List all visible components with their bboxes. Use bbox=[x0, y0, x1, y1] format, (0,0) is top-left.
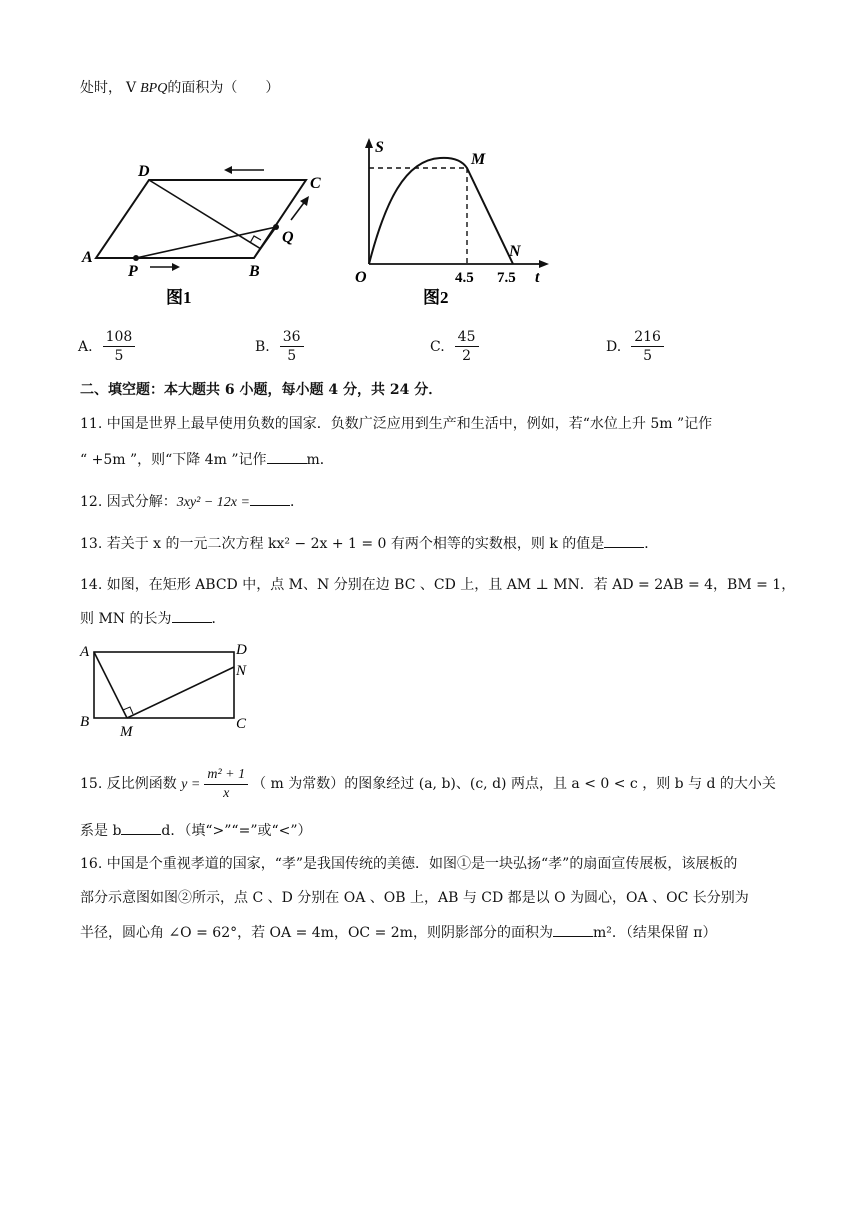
label-a: A bbox=[80, 644, 90, 660]
x-axis-arrow bbox=[539, 260, 549, 268]
option-c-den: 2 bbox=[462, 348, 472, 364]
triangle-symbol: V bbox=[126, 80, 137, 96]
y-axis-arrow bbox=[365, 138, 373, 148]
figure1-parallelogram bbox=[78, 150, 328, 310]
parallelogram-abcd bbox=[96, 180, 306, 258]
q15-num: m² + 1 bbox=[204, 766, 248, 785]
arrow-right-head bbox=[172, 263, 180, 271]
q14-line1: 14. 如图，在矩形 ABCD 中，点 M、N 分别在边 BC 、CD 上，且 AM ⊥ MN．若 AD = 2AB = 4，BM = 1， bbox=[80, 577, 796, 593]
option-a-fraction bbox=[103, 328, 136, 365]
point-p-dot bbox=[133, 255, 139, 261]
option-c-label: C. bbox=[430, 338, 445, 355]
q11-line1: 11. 中国是世界上最早使用负数的国家．负数广泛应用到生产和生活中，例如，若“水位上升 5m ”记作 bbox=[80, 416, 713, 432]
figure2-graph bbox=[345, 132, 560, 312]
q16-text-b: m²．（结果保留 π） bbox=[592, 925, 717, 941]
option-d-fraction bbox=[631, 328, 664, 365]
q15-y-eq: y = bbox=[181, 777, 201, 792]
q16-answer-blank[interactable] bbox=[553, 922, 593, 937]
origin-label: O bbox=[355, 269, 367, 286]
option-c[interactable] bbox=[430, 328, 483, 365]
segment-pq bbox=[136, 227, 276, 258]
q13-text-a: 13. 若关于 x 的一元二次方程 kx² − 2x + 1 = 0 有两个相等的实数根，则 k 的值是 bbox=[80, 536, 605, 552]
q15-text-b: （ m 为常数）的图象经过 (a, b)、(c, d) 两点，且 a < 0 < c ，则 b 与 d 的大小关 bbox=[252, 776, 776, 792]
option-b[interactable] bbox=[255, 328, 308, 365]
q15-text-c: 系是 b bbox=[80, 823, 122, 839]
axis-label-t: t bbox=[535, 269, 540, 286]
q15-answer-blank[interactable] bbox=[121, 820, 161, 835]
option-a-den: 5 bbox=[114, 348, 124, 364]
q16-text-a: 半径，圆心角 ∠O = 62°，若 OA = 4m，OC = 2m，则阴影部分的面积为 bbox=[80, 925, 553, 941]
q13-answer-blank[interactable] bbox=[604, 533, 644, 548]
q12-text-a: 12. 因式分解： bbox=[80, 494, 177, 510]
q15-text-d: d．（填“>”“=”或“<”） bbox=[161, 823, 312, 839]
tick-7-5: 7.5 bbox=[497, 270, 516, 286]
label-b: B bbox=[249, 263, 260, 280]
label-c: C bbox=[236, 716, 247, 732]
q16-line1: 16. 中国是个重视孝道的国家，“孝”是我国传统的美德．如图①是一块弘扬“孝”的扇面宣传展板，该展板的 bbox=[80, 856, 738, 872]
label-m: M bbox=[471, 151, 486, 168]
option-b-den: 5 bbox=[287, 348, 297, 364]
label-b: B bbox=[80, 714, 90, 730]
label-n: N bbox=[236, 663, 247, 679]
right-angle-mark bbox=[250, 236, 261, 243]
option-c-fraction bbox=[455, 328, 479, 365]
q12-expression: 3xy² − 12x = bbox=[176, 495, 250, 510]
segment-dq bbox=[149, 180, 261, 249]
label-p: P bbox=[128, 263, 138, 280]
label-q: Q bbox=[282, 229, 294, 246]
label-a: A bbox=[82, 249, 93, 266]
arrow-diag-head bbox=[300, 196, 309, 206]
question-continuation bbox=[80, 78, 279, 99]
q15-den: x bbox=[223, 785, 230, 801]
option-b-label: B. bbox=[255, 338, 270, 355]
intro-suffix: 的面积为（ ） bbox=[167, 80, 280, 96]
option-b-num: 36 bbox=[280, 328, 304, 347]
q14-answer-blank[interactable] bbox=[172, 608, 212, 623]
figure3-rectangle bbox=[78, 640, 258, 740]
label-c: C bbox=[310, 175, 321, 192]
q11-answer-blank[interactable] bbox=[267, 449, 307, 464]
q11-line2 bbox=[80, 449, 334, 470]
option-d-num: 216 bbox=[631, 328, 664, 347]
option-d-label: D. bbox=[606, 338, 622, 355]
q11-text-a: “ +5m ”，则“下降 4m ”记作 bbox=[80, 452, 267, 468]
q15-fraction bbox=[204, 766, 248, 803]
option-a-label: A. bbox=[78, 338, 93, 355]
axis-label-s: S bbox=[375, 139, 384, 156]
q16-line2: 部分示意图如图②所示，点 C 、D 分别在 OA 、OB 上，AB 与 CD 都是以 O 为圆心，OA 、OC 长分别为 bbox=[80, 890, 749, 906]
q14-text-a: 则 MN 的长为 bbox=[80, 611, 172, 627]
q15-line1 bbox=[80, 764, 776, 805]
q14-line2 bbox=[80, 608, 226, 629]
q15-text-a: 15. 反比例函数 bbox=[80, 776, 177, 792]
q11-text-b: m． bbox=[306, 452, 334, 468]
q13-text-b: ． bbox=[644, 536, 659, 552]
q12-text-b: ． bbox=[289, 494, 304, 510]
intro-prefix: 处时， bbox=[80, 80, 122, 96]
q16-line3 bbox=[80, 922, 717, 943]
option-d[interactable] bbox=[606, 328, 668, 365]
label-d: D bbox=[236, 642, 247, 658]
tick-4-5: 4.5 bbox=[455, 270, 474, 286]
figure1-caption: 图1 bbox=[166, 288, 192, 307]
q15-line2 bbox=[80, 820, 312, 841]
segment-am bbox=[94, 652, 127, 718]
label-n: N bbox=[509, 243, 521, 260]
triangle-name: BPQ bbox=[140, 81, 168, 96]
section2-title: 二、填空题：本大题共 6 小题，每小题 4 分，共 24 分． bbox=[80, 382, 443, 398]
label-d: D bbox=[138, 163, 150, 180]
q14-text-b: ． bbox=[211, 611, 226, 627]
segment-mn bbox=[127, 667, 234, 718]
option-a[interactable] bbox=[78, 328, 139, 365]
curve-s-t bbox=[369, 158, 513, 264]
point-q-dot bbox=[273, 224, 279, 230]
label-m: M bbox=[120, 724, 133, 740]
figure2-caption: 图2 bbox=[423, 288, 449, 307]
q12-line bbox=[80, 491, 304, 513]
rectangle-abcd bbox=[94, 652, 234, 718]
q13-line bbox=[80, 533, 658, 554]
option-b-fraction bbox=[280, 328, 304, 365]
option-c-num: 45 bbox=[455, 328, 479, 347]
q12-answer-blank[interactable] bbox=[250, 491, 290, 506]
arrow-left-head bbox=[224, 166, 232, 174]
option-a-num: 108 bbox=[103, 328, 136, 347]
option-d-den: 5 bbox=[643, 348, 653, 364]
